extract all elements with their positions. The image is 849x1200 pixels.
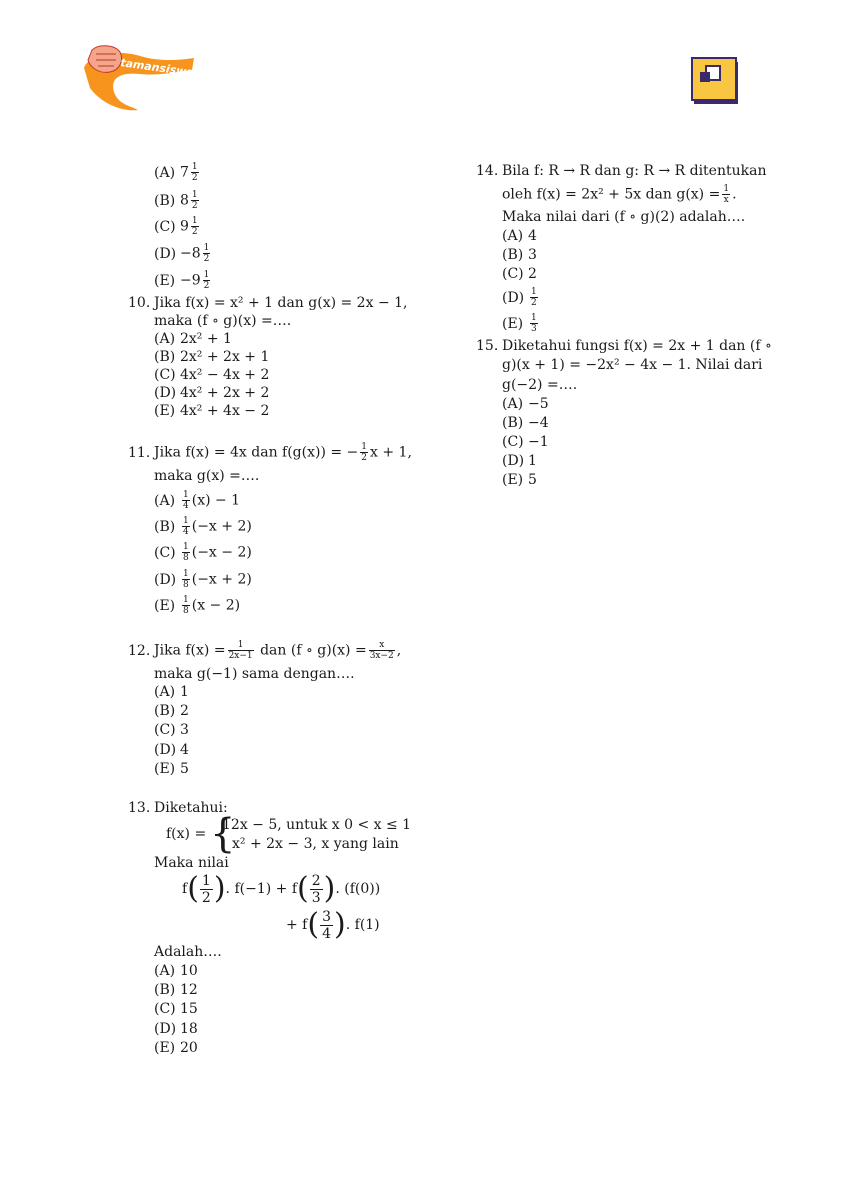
q15-line2: g)(x + 1) = −2x² − 4x − 1. Nilai dari: [502, 357, 763, 373]
q11-line2: maka g(x) =….: [154, 468, 260, 484]
q9-option-a: (A) 7 $\frac{1}{2}$: [154, 162, 198, 183]
q11-option-a: (A) $\frac{1}{4}$ (x) − 1: [154, 490, 241, 511]
q12-option-b: (B) 2: [154, 703, 189, 719]
q10-option-a: (A) 2x² + 1: [154, 331, 232, 347]
q13-expr1: f( $\frac{1}{2}$ ). f(−1) + f( $\frac{2}{3}$ ). (f(0)): [182, 871, 381, 906]
q11-option-e: (E) $\frac{1}{8}$ (x − 2): [154, 595, 241, 616]
q15-option-d: (D) 1: [502, 453, 537, 469]
q12-line2: maka g(−1) sama dengan….: [154, 666, 355, 682]
q11-option-b: (B) $\frac{1}{4}$ (−x + 2): [154, 516, 252, 537]
fist-logo-icon: [80, 42, 200, 114]
q14-option-c: (C) 2: [502, 266, 537, 282]
q10-option-c: (C) 4x² − 4x + 2: [154, 367, 270, 383]
q15-line1: Diketahui fungsi f(x) = 2x + 1 dan (f ∘: [502, 338, 772, 354]
q12-number: 12.: [128, 643, 151, 659]
q12-option-e: (E) 5: [154, 761, 189, 777]
q13-maka: Maka nilai: [154, 855, 229, 871]
q14-line2: oleh f(x) = 2x² + 5x dan g(x) = $\frac{1}{x}$ .: [502, 184, 737, 205]
q15-line3: g(−2) =….: [502, 377, 578, 393]
q13-brace: {: [210, 811, 236, 857]
tamansiswa-logo: [80, 42, 200, 114]
q13-line1: Diketahui:: [154, 800, 228, 816]
q10-option-d: (D) 4x² + 2x + 2: [154, 385, 270, 401]
q15-option-e: (E) 5: [502, 472, 537, 488]
q9-option-b: (B) 8 $\frac{1}{2}$: [154, 190, 198, 211]
q10-line2: maka (f ∘ g)(x) =….: [154, 313, 292, 329]
q13-expr2: + f( $\frac{3}{4}$ ). f(1): [286, 907, 380, 942]
q13-case2: x² + 2x − 3, x yang lain: [232, 836, 399, 852]
q13-number: 13.: [128, 800, 151, 816]
q14-option-d: (D) $\frac{1}{2}$: [502, 287, 537, 308]
q15-option-c: (C) −1: [502, 434, 549, 450]
q14-line1: Bila f: R → R dan g: R → R ditentukan: [502, 163, 767, 179]
q12-option-d: (D) 4: [154, 742, 189, 758]
q13-option-c: (C) 15: [154, 1001, 198, 1017]
q9-option-c: (C) 9 $\frac{1}{2}$: [154, 216, 198, 237]
q13-adalah: Adalah….: [154, 944, 222, 960]
q14-number: 14.: [476, 163, 499, 179]
q10-number: 10.: [128, 295, 151, 311]
q11-line1: Jika f(x) = 4x dan f(g(x)) = − $\frac{1}{2}$ x + 1,: [154, 442, 412, 463]
q11-number: 11.: [128, 445, 151, 461]
q12-line1: Jika f(x) = $\frac{1}{2x-1}$ dan (f ∘ g)(x) = $\frac{x}{3x-2}$ ,: [154, 640, 402, 661]
q13-case1: 12x − 5, untuk x 0 < x ≤ 1: [222, 817, 412, 833]
q10-option-e: (E) 4x² + 4x − 2: [154, 403, 270, 419]
q15-option-b: (B) −4: [502, 415, 549, 431]
q13-fx: f(x) =: [166, 826, 207, 842]
q13-option-a: (A) 10: [154, 963, 198, 979]
q11-option-c: (C) $\frac{1}{8}$ (−x − 2): [154, 542, 252, 563]
q14-option-a: (A) 4: [502, 228, 537, 244]
q13-option-b: (B) 12: [154, 982, 198, 998]
q10-line1: Jika f(x) = x² + 1 dan g(x) = 2x − 1,: [154, 295, 408, 311]
q9-option-d: (D) −8 $\frac{1}{2}$: [154, 243, 210, 264]
q9-option-e: (E) −9 $\frac{1}{2}$: [154, 270, 210, 291]
q11-option-d: (D) $\frac{1}{8}$ (−x + 2): [154, 569, 252, 590]
q13-option-d: (D) 18: [154, 1021, 198, 1037]
q12-option-c: (C) 3: [154, 722, 189, 738]
logo-text: tamansiswa: [119, 56, 195, 80]
q14-line3: Maka nilai dari (f ∘ g)(2) adalah….: [502, 209, 746, 225]
q15-option-a: (A) −5: [502, 396, 549, 412]
q14-option-b: (B) 3: [502, 247, 537, 263]
q15-number: 15.: [476, 338, 499, 354]
q12-option-a: (A) 1: [154, 684, 189, 700]
book-icon: [690, 56, 742, 106]
q10-option-b: (B) 2x² + 2x + 1: [154, 349, 270, 365]
q13-option-e: (E) 20: [154, 1040, 198, 1056]
q14-option-e: (E) $\frac{1}{3}$: [502, 313, 537, 334]
